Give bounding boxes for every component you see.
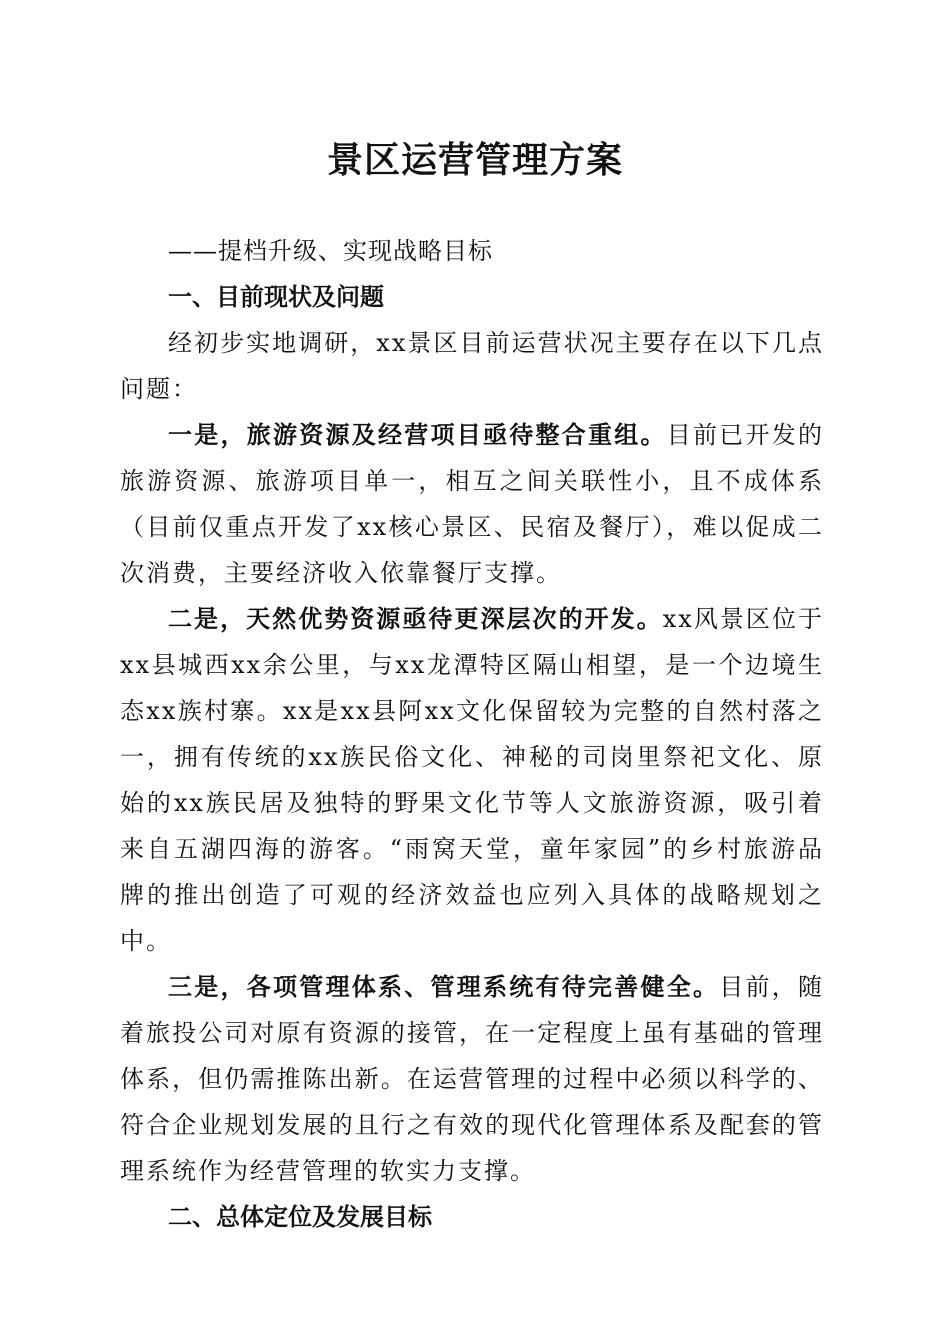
document-title: 景区运营管理方案 <box>326 139 623 181</box>
document-body <box>120 228 824 1240</box>
section-heading-1: 一、目前现状及问题 <box>168 283 384 311</box>
point-two-paragraph <box>120 596 824 964</box>
point-two-body: xx风景区位于xx县城西xx余公里，与xx龙潭特区隔山相望，是一个边境生态xx族村寨。xx是xx县阿xx文化保留较为完整的自然村落之一，拥有传统的xx族民俗文化、神秘的司岗里祭祀文化、原始的xx族民居及独特的野果文化节等人文旅游资源，吸引着来自五湖四海的游客。“雨窝天堂，童年家园”的乡村旅游品牌的推出创造了可观的经济效益也应列入具体的战略规划之中。 <box>120 605 824 955</box>
point-three-paragraph <box>120 964 824 1194</box>
point-one-body: 目前已开发的旅游资源、旅游项目单一，相互之间关联性小，且不成体系（目前仅重点开发了xx核心景区、民宿及餐厅），难以促成二次消费，主要经济收入依靠餐厅支撑。 <box>120 421 824 587</box>
section-heading-2: 二、总体定位及发展目标 <box>168 1203 432 1231</box>
point-one-lead: 一是，旅游资源及经营项目亟待整合重组。 <box>168 420 667 449</box>
intro-paragraph: 经初步实地调研，xx景区目前运营状况主要存在以下几点问题： <box>120 329 824 403</box>
point-three-body: 目前，随着旅投公司对原有资源的接管，在一定程度上虽有基础的管理体系，但仍需推陈出新。在运营管理的过程中必须以科学的、符合企业规划发展的且行之有效的现代化管理体系及配套的管理系统作为经营管理的软实力支撑。 <box>120 973 824 1185</box>
document-subtitle: ——提档升级、实现战略目标 <box>168 237 493 265</box>
point-two-lead: 二是，天然优势资源亟待更深层次的开发。 <box>168 604 663 633</box>
point-three-lead: 三是，各项管理体系、管理系统有待完善健全。 <box>168 972 720 1001</box>
point-one-paragraph <box>120 412 824 596</box>
